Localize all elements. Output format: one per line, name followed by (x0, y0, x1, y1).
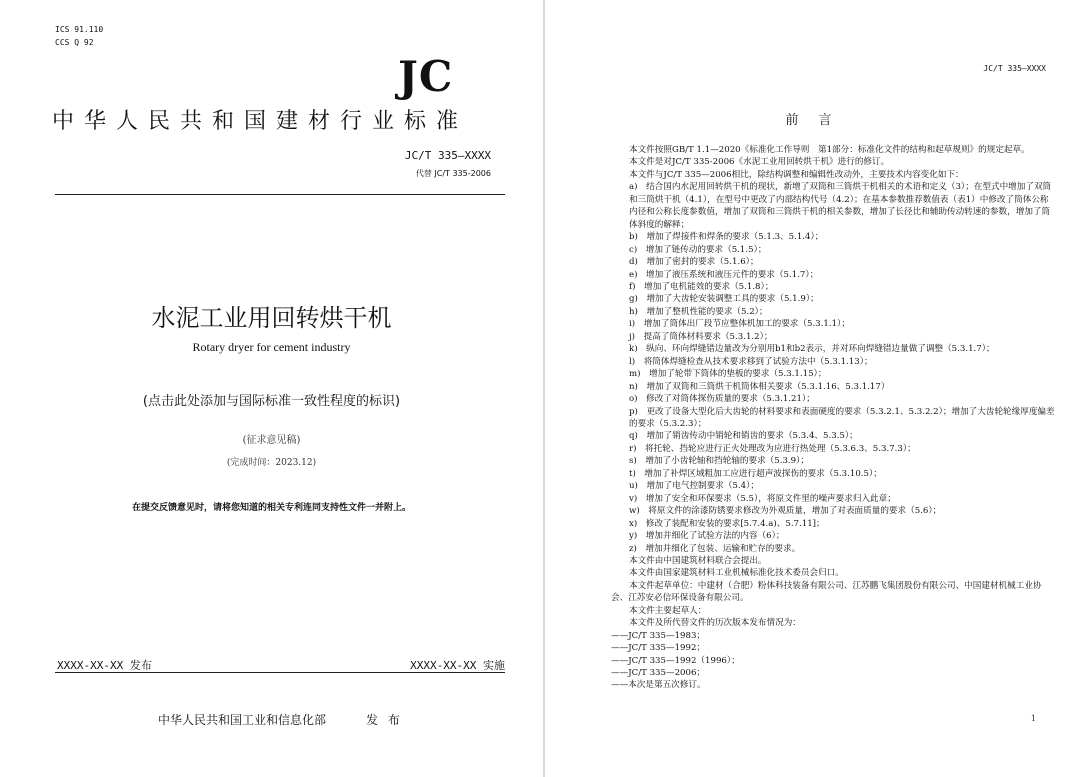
foreword-line: p) 更改了设备大型化后大齿轮的材料要求和表面硬度的要求（5.3.2.1、5.3.2.2）；增加了大齿轮轮缘厚度偏差的要求（5.3.2.3）； (629, 406, 1055, 429)
foreword-line: 本文件由中国建筑材料联合会提出。 (629, 555, 767, 566)
foreword-page (545, 0, 1080, 777)
foreword-title: 前 言 (785, 113, 840, 128)
finish-time: (完成时间：2023.12) (226, 458, 317, 468)
foreword-line: r) 将托轮、挡轮应进行正火处理改为应进行热处理（5.3.6.3、5.3.7.3）； (629, 443, 916, 454)
page-number: 1 (1030, 714, 1036, 723)
foreword-line: ——本次是第五次修订。 (611, 680, 706, 691)
issuing-authority: 中华人民共和国工业和信息化部 (158, 713, 327, 727)
publish-date: XXXX-XX-XX 发布 (57, 659, 152, 672)
foreword-line: o) 修改了对筒体探伤质量的要求（5.3.1.21）； (629, 394, 815, 405)
foreword-line: e) 增加了液压系统和液压元件的要求（5.1.7）； (629, 269, 819, 280)
replaces-standard: 代替 JC/T 335-2006 (415, 169, 491, 178)
issue-word: 发 布 (366, 713, 403, 727)
foreword-line: m) 增加了轮带下筒体的垫板的要求（5.3.1.15）； (629, 369, 827, 380)
foreword-line: u) 增加了电气控制要求（5.4）； (629, 481, 759, 492)
foreword-line: x) 修改了装配和安装的要求[5.7.4.a)、5.7.11]； (629, 518, 825, 529)
foreword-line: i) 增加了筒体出厂段节应整体机加工的要求（5.3.1.1）； (629, 319, 850, 330)
document-title-en: Rotary dryer for cement industry (192, 340, 351, 354)
foreword-line: v) 增加了安全和环保要求（5.5），将原文件里的噪声要求归入此章； (629, 493, 896, 504)
foreword-line: 本文件起草单位：中建材（合肥）粉体科技装备有限公司、江苏鹏飞集团股份有限公司、中国建材机械工业协会、江苏安必信环保设备有限公司。 (611, 580, 1042, 604)
foreword-line: d) 增加了密封的要求（5.1.6）； (629, 257, 759, 268)
foreword-line: s) 增加了小齿轮轴和挡轮轴的要求（5.3.9）； (629, 456, 810, 467)
foreword-line: t) 增加了补焊区域粗加工应进行超声波探伤的要求（5.3.10.5）； (629, 468, 882, 479)
foreword-line: y) 增加并细化了试验方法的内容（6）； (629, 531, 785, 542)
foreword-line: 本文件主要起草人： (629, 605, 707, 616)
classification-codes (55, 23, 103, 49)
foreword-line: ——JC/T 335—1992； (611, 643, 706, 654)
bottom-rule (55, 672, 505, 673)
implement-date: XXXX-XX-XX 实施 (410, 659, 505, 672)
top-rule (55, 194, 505, 195)
foreword-line: c) 增加了链传动的要求（5.1.5）； (629, 244, 767, 255)
consistency-placeholder[interactable]: (点击此处添加与国际标准一致性程度的标识) (142, 394, 401, 409)
patent-notice: 在提交反馈意见时，请将您知道的相关专利连同支持性文件一并附上。 (131, 503, 411, 513)
foreword-line: k) 纵向、环向焊缝错边量改为分别用b1和b2表示，并对环向焊缝错边量做了调整（5.3.1.7）； (629, 344, 995, 355)
standard-number: JC/T 335—XXXX (404, 149, 491, 162)
foreword-line: l) 将筒体焊缝检查从技术要求移到了试验方法中（5.3.1.13）； (629, 356, 873, 367)
standard-category-title: 中华人民共和国建材行业标准 (52, 109, 469, 134)
foreword-line: g) 增加了大齿轮安装调整工具的要求（5.1.9）； (629, 294, 819, 305)
foreword-line: b) 增加了焊接件和焊条的要求（5.1.3、5.1.4）； (629, 232, 824, 243)
foreword-line: j) 提高了筒体材料要求（5.3.1.2）； (629, 331, 773, 342)
foreword-line: f) 增加了电机能效的要求（5.1.8）； (629, 281, 774, 292)
foreword-line: h) 增加了整机性能的要求（5.2）； (629, 306, 768, 317)
foreword-line: 本文件由国家建筑材料工业机械标准化技术委员会归口。 (629, 568, 844, 579)
foreword-body (611, 144, 1055, 692)
foreword-line: n) 增加了双筒和三筒烘干机筒体相关要求（5.3.1.16、5.3.1.17） (629, 381, 890, 392)
foreword-line: z) 增加并细化了包装、运输和贮存的要求。 (629, 543, 801, 554)
draft-label: (征求意见稿) (242, 435, 301, 446)
foreword-line: 本文件与JC/T 335—2006相比，除结构调整和编辑性改动外，主要技术内容变化如下： (629, 169, 964, 180)
foreword-line: 本文件及所代替文件的历次版本发布情况为： (629, 618, 801, 629)
ccs-code: CCS Q 92 (55, 38, 94, 47)
ics-code: ICS 91.110 (55, 25, 104, 34)
foreword-line: 本文件是对JC/T 335-2006《水泥工业用回转烘干机》进行的修订。 (629, 157, 890, 168)
foreword-line: q) 增加了销齿传动中销轮和销齿的要求（5.3.4、5.3.5）； (629, 431, 858, 442)
header-standard-number: JC/T 335—XXXX (983, 64, 1046, 73)
foreword-line: a) 结合国内水泥用回转烘干机的现状，新增了双筒和三筒烘干机相关的术语和定义（3）；在型式中增加了双筒和三筒烘干机（4.1），在型号中更改了内部结构代号（4.2）；在基本参数推荐数值表（表1）中修改了筒体公称内径和公称长度参数值，增加了双筒和三筒烘干机的相关参数，增加了长径比和辅助传动转速的参数，增加了筒体斜度的解释； (629, 182, 1052, 230)
jc-logo: JC (398, 52, 454, 101)
foreword-line: 本文件按照GB/T 1.1—2020《标准化工作导则 第1部分：标准化文件的结构和起草规则》的规定起草。 (629, 145, 1030, 155)
foreword-line: ——JC/T 335—1983； (611, 630, 706, 641)
document-title-cn: 水泥工业用回转烘干机 (151, 304, 392, 332)
foreword-line: ——JC/T 335—2006； (611, 668, 706, 679)
foreword-line: w) 将原文件的涂漆防锈要求修改为外观质量，增加了对表面质量的要求（5.6）； (629, 506, 942, 517)
foreword-line: ——JC/T 335—1992（1996）； (611, 655, 740, 666)
